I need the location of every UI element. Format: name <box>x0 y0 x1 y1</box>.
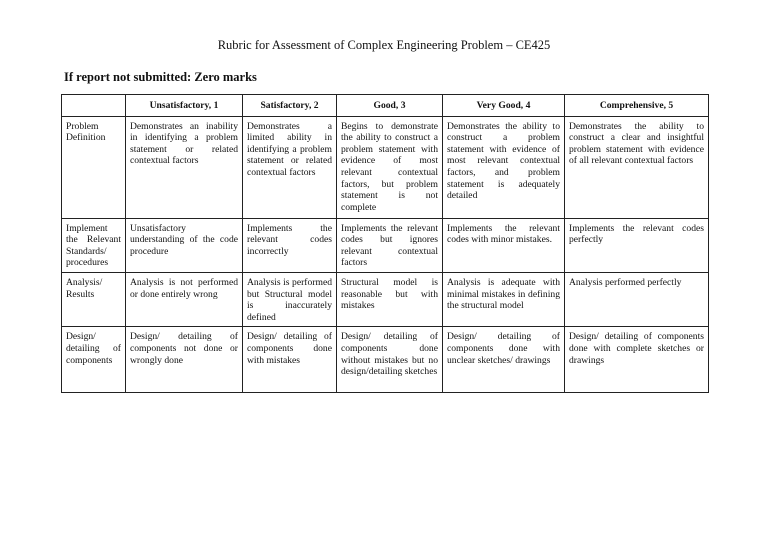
rubric-cell: Design/ detailing of components done with unclear sketches/ drawings <box>443 327 565 393</box>
rubric-cell: Demonstrates the ability to construct a clear and insightful problem statement with evidence of all relevant contextual factors <box>565 116 709 218</box>
rubric-cell: Demonstrates the ability to construct a problem statement with evidence of most relevant contextual factors, and problem statement is adequately detailed <box>443 116 565 218</box>
rubric-cell: Begins to demonstrate the ability to construct a problem statement with evidence of most relevant contextual factors, but problem statement is not complete <box>337 116 443 218</box>
rubric-cell: Implements the relevant codes but ignores relevant contextual factors <box>337 218 443 272</box>
criterion-cell: Design/ detailing of components <box>62 327 126 393</box>
rubric-table <box>61 94 709 393</box>
table-row <box>62 327 709 393</box>
rubric-cell: Implements the relevant codes incorrectly <box>243 218 337 272</box>
rubric-cell: Implements the relevant codes with minor mistakes. <box>443 218 565 272</box>
page-title: Rubric for Assessment of Complex Engineering Problem – CE425 <box>217 38 551 52</box>
header-row <box>62 95 709 117</box>
rubric-cell: Design/ detailing of components not done or wrongly done <box>126 327 243 393</box>
header-good: Good, 3 <box>337 95 443 117</box>
rubric-cell: Analysis is adequate with minimal mistakes in defining the structural model <box>443 272 565 326</box>
criterion-cell: Problem Definition <box>62 116 126 218</box>
table-row <box>62 272 709 326</box>
rubric-cell: Implements the relevant codes perfectly <box>565 218 709 272</box>
header-criterion <box>62 95 126 117</box>
rubric-cell: Demonstrates an inability in identifying a problem statement or related contextual factors <box>126 116 243 218</box>
rubric-cell: Design/ detailing of components done with mistakes <box>243 327 337 393</box>
rubric-cell: Demonstrates a limited ability in identifying a problem statement or related contextual factors <box>243 116 337 218</box>
criterion-cell: Implement the Relevant Standards/ procedures <box>62 218 126 272</box>
header-satisfactory: Satisfactory, 2 <box>243 95 337 117</box>
header-unsatisfactory: Unsatisfactory, 1 <box>126 95 243 117</box>
rubric-cell: Structural model is reasonable but with mistakes <box>337 272 443 326</box>
rubric-cell: Analysis is performed but Structural model is inaccurately defined <box>243 272 337 326</box>
criterion-cell: Analysis/ Results <box>62 272 126 326</box>
rubric-cell: Analysis is not performed or done entirely wrong <box>126 272 243 326</box>
rubric-cell: Design/ detailing of components done with complete sketches or drawings <box>565 327 709 393</box>
rubric-cell: Unsatisfactory understanding of the code procedure <box>126 218 243 272</box>
table-row <box>62 116 709 218</box>
rubric-cell: Analysis performed perfectly <box>565 272 709 326</box>
zero-marks-note: If report not submitted: Zero marks <box>64 70 257 84</box>
header-very-good: Very Good, 4 <box>443 95 565 117</box>
rubric-cell: Design/ detailing of components done without mistakes but no design/detailing sketches <box>337 327 443 393</box>
table-row <box>62 218 709 272</box>
header-comprehensive: Comprehensive, 5 <box>565 95 709 117</box>
